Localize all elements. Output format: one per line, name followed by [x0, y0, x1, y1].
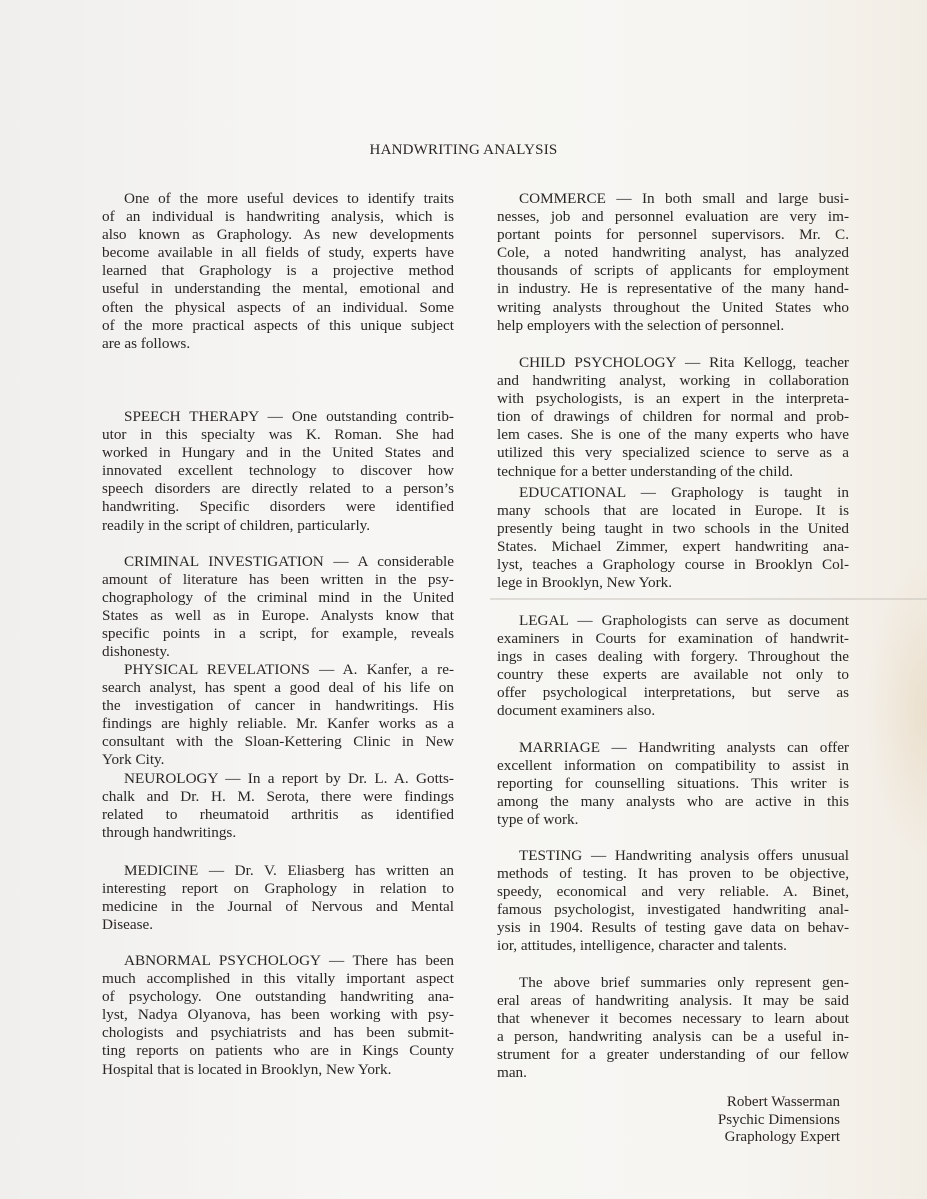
paragraph-line: a person, handwriting analysis can be a useful in-: [497, 1028, 849, 1046]
paragraph-line: search analyst, has spent a good deal of his life on: [102, 679, 454, 697]
paragraph-line: MEDICINE — Dr. V. Eliasberg has written an: [124, 862, 454, 879]
paragraph-line: ior, attitudes, intelligence, character and talents.: [497, 937, 787, 955]
paragraph-line: country these experts are available not only to: [497, 666, 849, 684]
paragraph-line: dishonesty.: [102, 643, 170, 661]
paragraph-line: ysis in 1904. Results of testing gave data on behav-: [497, 919, 849, 937]
paragraph-line: famous psychologist, investigated handwriting anal-: [497, 901, 849, 919]
paragraph-line: ings in cases dealing with forgery. Throughout the: [497, 648, 849, 666]
paragraph-line: lege in Brooklyn, New York.: [497, 574, 673, 592]
paragraph-line: One of the more useful devices to identify traits: [124, 190, 454, 207]
paragraph-line: utor in this specialty was K. Roman. She had: [102, 426, 454, 444]
paragraph-legal: [497, 612, 849, 721]
signature-organization: Psychic Dimensions: [717, 1111, 840, 1128]
paragraph-criminal-investigation: [102, 553, 454, 662]
paragraph-line: amount of literature has been written in the psy-: [102, 571, 454, 589]
paragraph-line: ting reports on patients who are in Kings County: [102, 1042, 454, 1060]
paragraph-line: strument for a greater understanding of our fellow: [497, 1046, 849, 1064]
paragraph-line: interesting report on Graphology in relation to: [102, 880, 454, 898]
signature-block: [700, 1094, 840, 1147]
paper-fold-line: [490, 598, 927, 600]
paragraph-line: chalk and Dr. H. M. Serota, there were findings: [102, 788, 454, 806]
paragraph-line: among the many analysts who are active in this: [497, 793, 849, 811]
paragraph-line: methods of testing. It has proven to be objective,: [497, 865, 849, 883]
paragraph-line: through handwritings.: [102, 824, 237, 842]
paragraph-line: the investigation of cancer in handwritings. His: [102, 697, 454, 715]
page-title: HANDWRITING ANALYSIS: [369, 142, 558, 158]
paragraph-line: utilized this very specialized science to serve as a: [497, 444, 849, 462]
paragraph-line: document examiners also.: [497, 702, 656, 720]
paragraph-line: lyst, Nadya Olyanova, has been working with psy-: [102, 1006, 454, 1024]
paragraph-commerce: [497, 190, 849, 335]
paragraph-line: The above brief summaries only represent gen-: [519, 974, 849, 991]
paragraph-line: SPEECH THERAPY — One outstanding contrib-: [124, 408, 454, 425]
paragraph-line: thousands of scripts of applicants for employment: [497, 262, 849, 280]
paragraph-line: type of work.: [497, 811, 579, 829]
paragraph-line: excellent information on compatibility to assist in: [497, 757, 849, 775]
paragraph-speech-therapy: [102, 408, 454, 535]
paragraph-line: man.: [497, 1064, 527, 1082]
paragraph-line: that whenever it becomes necessary to learn about: [497, 1010, 849, 1028]
paragraph-line: ABNORMAL PSYCHOLOGY — There has been: [124, 952, 454, 969]
paragraph-line: also known as Graphology. As new developments: [102, 226, 454, 244]
paragraph-line: PHYSICAL REVELATIONS — A. Kanfer, a re-: [124, 661, 454, 678]
paragraph-line: become available in all fields of study, experts have: [102, 244, 454, 262]
paragraph-line: Hospital that is located in Brooklyn, New York.: [102, 1060, 392, 1078]
paragraph-line: eral areas of handwriting analysis. It may be said: [497, 992, 849, 1010]
paragraph-line: in industry. He is representative of the many hand-: [497, 280, 849, 298]
paragraph-line: of psychology. One outstanding handwriting ana-: [102, 988, 454, 1006]
paragraph-testing: [497, 847, 849, 956]
paragraph-line: chographology of the criminal mind in the United: [102, 589, 454, 607]
paragraph-educational: [497, 484, 849, 593]
paragraph-line: portant points for personnel supervisors. Mr. C.: [497, 226, 849, 244]
paragraph-line: specific points in a script, for example, reveals: [102, 625, 454, 643]
paragraph-line: many schools that are located in Europe. It is: [497, 502, 849, 520]
paragraph-line: MARRIAGE — Handwriting analysts can offer: [519, 739, 849, 756]
paragraph-physical-revelations: [102, 661, 454, 770]
paragraph-medicine: [102, 862, 454, 934]
paragraph-line: writing analysts throughout the United States who: [497, 298, 849, 316]
paragraph-line: much accomplished in this vitally important aspect: [102, 970, 454, 988]
paragraph-line: findings are highly reliable. Mr. Kanfer works as a: [102, 715, 454, 733]
paragraph-line: often the physical aspects of an individual. Some: [102, 298, 454, 316]
paragraph-abnormal-psychology: [102, 952, 454, 1079]
paragraph-line: COMMERCE — In both small and large busi-: [519, 190, 849, 207]
paragraph-line: innovated excellent technology to discover how: [102, 462, 454, 480]
paragraph-line: nesses, job and personnel evaluation are very im-: [497, 208, 849, 226]
paragraph-line: worked in Hungary and in the United States and: [102, 444, 454, 462]
paragraph-child-psychology: [497, 354, 849, 481]
paragraph-line: technique for a better understanding of the child.: [497, 462, 794, 480]
paragraph-line: Disease.: [102, 916, 154, 934]
paragraph-marriage: [497, 739, 849, 829]
paragraph-line: are as follows.: [102, 334, 191, 352]
paragraph-intro: [102, 190, 454, 353]
paragraph-line: learned that Graphology is a projective method: [102, 262, 454, 280]
signature-name: Robert Wasserman: [726, 1094, 840, 1110]
paragraph-line: TESTING — Handwriting analysis offers unusual: [519, 847, 849, 864]
paragraph-line: consultant with the Sloan-Kettering Clinic in New: [102, 733, 454, 751]
paragraph-line: of the more practical aspects of this unique subject: [102, 316, 454, 334]
signature-role: Graphology Expert: [724, 1129, 840, 1145]
paragraph-line: NEUROLOGY — In a report by Dr. L. A. Gotts-: [124, 770, 454, 787]
paragraph-line: examiners in Courts for examination of handwrit-: [497, 630, 849, 648]
paragraph-line: States as well as in Europe. Analysts know that: [102, 607, 454, 625]
paragraph-line: presently being taught in two schools in the United: [497, 520, 849, 538]
paragraph-line: chologists and psychiatrists and has been submit-: [102, 1024, 454, 1042]
paper-stain: [867, 560, 927, 860]
paragraph-line: handwriting. Specific disorders were identified: [102, 498, 454, 516]
paragraph-line: with psychologists, is an expert in the interpreta-: [497, 390, 849, 408]
paragraph-line: help employers with the selection of personnel.: [497, 316, 785, 334]
paragraph-line: Cole, a noted handwriting analyst, has analyzed: [497, 244, 849, 262]
paragraph-neurology: [102, 770, 454, 842]
paragraph-line: lyst, teaches a Graphology course in Brooklyn Col-: [497, 556, 849, 574]
paragraph-line: speedy, economical and very reliable. A. Binet,: [497, 883, 849, 901]
paragraph-line: LEGAL — Graphologists can serve as document: [519, 612, 849, 629]
paragraph-line: lem cases. She is one of the many experts who have: [497, 426, 849, 444]
paragraph-line: medicine in the Journal of Nervous and Mental: [102, 898, 454, 916]
paragraph-line: of an individual is handwriting analysis, which is: [102, 208, 454, 226]
paragraph-line: States. Michael Zimmer, expert handwriting ana-: [497, 538, 849, 556]
paragraph-line: York City.: [102, 751, 165, 769]
paragraph-line: offer psychological interpretations, but serve as: [497, 684, 849, 702]
paragraph-conclusion: [497, 974, 849, 1083]
paragraph-line: related to rheumatoid arthritis as identified: [102, 806, 454, 824]
paragraph-line: speech disorders are directly related to a person’s: [102, 480, 454, 498]
paragraph-line: CHILD PSYCHOLOGY — Rita Kellogg, teacher: [519, 354, 849, 371]
paragraph-line: and handwriting analyst, working in collaboration: [497, 372, 849, 390]
paragraph-line: CRIMINAL INVESTIGATION — A considerable: [124, 553, 454, 570]
paragraph-line: tion of drawings of children for normal and prob-: [497, 408, 849, 426]
paragraph-line: EDUCATIONAL — Graphology is taught in: [519, 484, 849, 501]
paragraph-line: reporting for counselling situations. This writer is: [497, 775, 849, 793]
paragraph-line: useful in understanding the mental, emotional and: [102, 280, 454, 298]
paragraph-line: readily in the script of children, particularly.: [102, 516, 371, 534]
